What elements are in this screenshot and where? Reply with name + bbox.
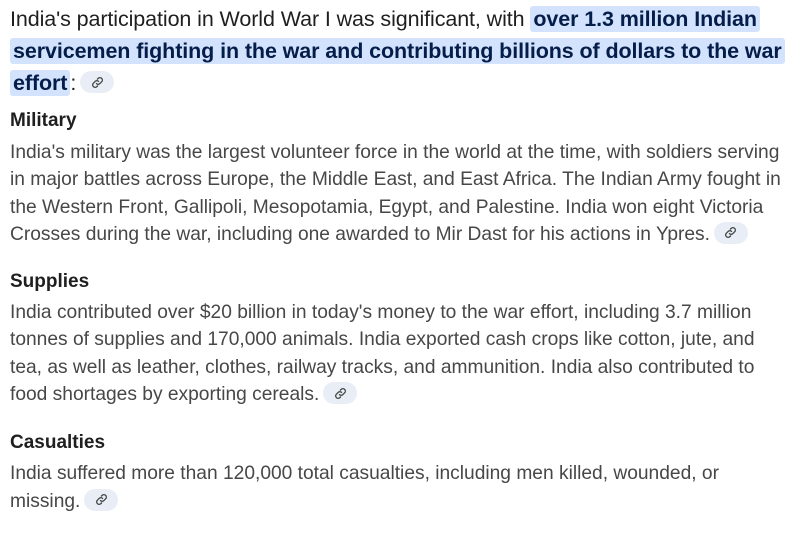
- section-title-casualties: Casualties: [10, 432, 106, 454]
- section-text-supplies: India contributed over $20 billion in today's money to the war effort, including 3.7 million tonnes of supplies and 170,000 animals. India exported cash crops like cotton, jute, and tea, as well as leather, clothes, railway tracks, and ammunition. India also contributed to food shortages by exporting cereals.: [10, 302, 755, 406]
- source-link-button[interactable]: [80, 71, 114, 93]
- section-body-supplies: [10, 299, 791, 408]
- intro-paragraph: [10, 3, 791, 99]
- intro-highlighted-text[interactable]: over 1.3 million Indian servicemen fighting in the war and contributing billions of dollars to the war effort: [10, 6, 785, 96]
- link-icon: [334, 387, 347, 400]
- source-link-button[interactable]: [84, 489, 118, 511]
- source-link-button[interactable]: [323, 382, 357, 404]
- section-body-military: [10, 139, 791, 248]
- intro-trail-text: :: [70, 71, 77, 95]
- link-icon: [95, 493, 108, 506]
- intro-lead-text: India's participation in World War I was significant, with: [10, 7, 531, 31]
- section-title-supplies: Supplies: [10, 271, 90, 293]
- source-link-button[interactable]: [714, 222, 748, 244]
- section-title-military: Military: [10, 110, 77, 131]
- link-icon: [724, 226, 737, 239]
- link-icon: [91, 76, 104, 89]
- section-text-military: India's military was the largest volunteer force in the world at the time, with soldiers serving in major battles across Europe, the Middle East, and East Africa. The Indian Army fought in the Western Front, Gallipoli, Mesopotamia, Egypt, and Palestine. India won eight Victoria Crosses during the war, including one awarded to Mir Dast for his actions in Ypres.: [10, 142, 781, 245]
- section-text-casualties: India suffered more than 120,000 total casualties, including men killed, wounded, or missing.: [10, 463, 719, 512]
- section-body-casualties: [10, 460, 791, 515]
